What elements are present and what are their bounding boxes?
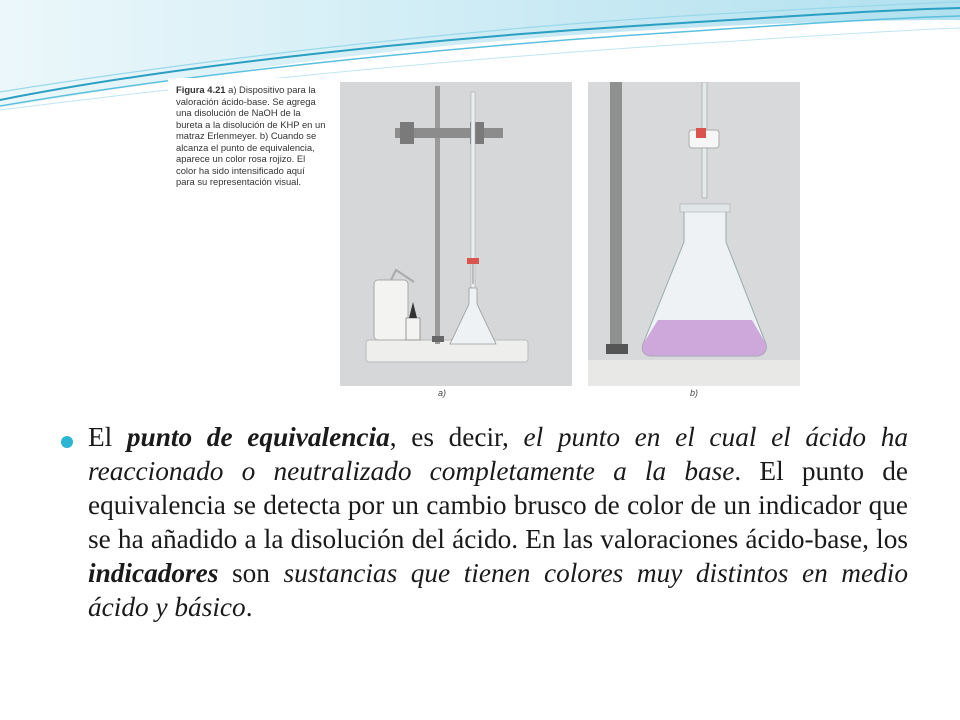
figure-caption	[176, 84, 326, 188]
photo-equivalence-point	[588, 82, 800, 386]
text-run: , es decir,	[389, 422, 524, 452]
text-run: .	[245, 592, 253, 622]
text-run: El	[88, 422, 127, 452]
definition-equivalence-point: el punto en el cual el ácido ha reaccionado o neutralizado completamente a la base	[88, 422, 908, 486]
figure-caption-text: a) Dispositivo para la valoración ácido-base. Se agrega una disolución de NaOH de la bureta a la disolución de KHP en un matraz Erlenmeyer. b) Cuando se alcanza el punto de equivalencia, aparece un color rosa rojizo. El color ha sido intensificado aquí para su representación visual.	[176, 84, 326, 187]
titration-figure	[168, 78, 808, 404]
body-paragraph	[88, 420, 908, 624]
definition-indicators: sustancias que tienen colores muy distintos en medio ácido y básico	[88, 558, 908, 622]
figure-caption-label: Figura 4.21	[176, 84, 226, 95]
term-equivalence-point: punto de equivalencia	[126, 422, 390, 452]
bullet-dot-icon	[61, 436, 73, 448]
text-run: . El punto de equivalencia se detecta por un cambio brusco de color de un indicador que se ha añadido a la disolución del ácido. En las valoraciones ácido-base, los	[88, 456, 908, 554]
term-indicators: indicadores	[88, 558, 219, 588]
photo-titration-setup	[340, 82, 572, 386]
photo-a-label: a)	[438, 388, 447, 398]
photo-b-label: b)	[690, 388, 699, 398]
text-run: son	[218, 558, 284, 588]
